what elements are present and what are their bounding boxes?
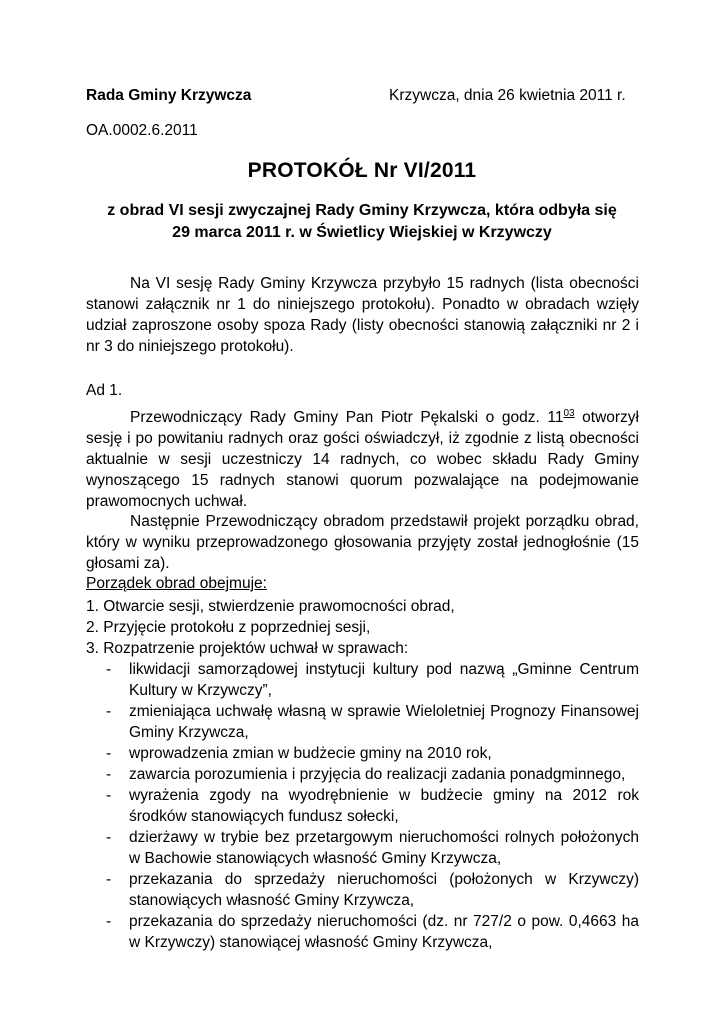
dash-bullet: - [106, 829, 112, 846]
council-name: Rada Gminy Krzywcza [86, 87, 252, 104]
agenda-subitem-text: wyrażenia zgody na wyodrębnienie w budżecie gminy na 2012 rok środków stanowiących fundusz sołecki, [129, 787, 639, 825]
agenda-subitem-text: zmieniająca uchwałę własną w sprawie Wieloletniej Prognozy Finansowej Gminy Krzywcza, [129, 703, 639, 741]
dash-bullet: - [106, 703, 112, 720]
agenda-subitem [86, 764, 639, 785]
agenda-heading: Porządek obrad obejmuje: [86, 575, 267, 592]
agenda-subitem [86, 869, 639, 911]
reference-number: OA.0002.6.2011 [86, 122, 198, 139]
agenda-subitem-text: zawarcia porozumienia i przyjęcia do realizacji zadania ponadgminnego, [129, 766, 626, 783]
time-minutes: 03 [563, 408, 575, 419]
dash-bullet: - [106, 661, 112, 678]
agenda-subitems [86, 659, 639, 953]
agenda-subitem [86, 827, 639, 869]
dash-bullet: - [106, 871, 112, 888]
subtitle-line-2: 29 marca 2011 r. w Świetlicy Wiejskiej w Krzywczy [172, 224, 552, 241]
dash-bullet: - [106, 787, 112, 804]
subtitle-line-1: z obrad VI sesji zwyczajnej Rady Gminy Krzywcza, która odbyła się [107, 202, 617, 219]
dash-bullet: - [106, 745, 112, 762]
agenda-list [86, 596, 639, 953]
ad1-paragraph-2: Następnie Przewodniczący obradom przedstawił projekt porządku obrad, który w wyniku przeprowadzonego głosowania przyjęty został jednogłośnie (15 głosami za). [86, 513, 639, 572]
document-title: PROTOKÓŁ Nr VI/2011 [247, 159, 477, 182]
agenda-subitem [86, 659, 639, 701]
ad1-paragraph-1-rest: otworzył sesję i po powitaniu radnych oraz gości oświadczył, iż zgodnie z listą obecności aktualnie w sesji uczestniczy 14 radnych, co wobec składu Rady Gminy wynoszącego 15 radnych stanowi quorum pozwalające na podejmowanie prawomocnych uchwał. [86, 409, 639, 510]
ad1-paragraph-1-start: Przewodniczący Rady Gminy Pan Piotr Pękalski o godz. 11 [130, 409, 564, 426]
agenda-subitem-text: wprowadzenia zmian w budżecie gminy na 2010 rok, [129, 745, 492, 762]
agenda-subitem-text: dzierżawy w trybie bez przetargowym nieruchomości rolnych położonych w Bachowie stanowiących własność Gminy Krzywcza, [129, 829, 639, 867]
agenda-subitem-text: likwidacji samorządowej instytucji kultury pod nazwą „Gminne Centrum Kultury w Krzywczy”, [129, 661, 639, 699]
ad1-heading: Ad 1. [86, 382, 123, 399]
dash-bullet: - [106, 913, 112, 930]
place-date: Krzywcza, dnia 26 kwietnia 2011 r. [389, 87, 626, 104]
ad1-paragraph-1 [86, 403, 639, 512]
agenda-subitem [86, 701, 639, 743]
agenda-subitem [86, 911, 639, 953]
intro-paragraph: Na VI sesję Rady Gminy Krzywcza przybyło 15 radnych (lista obecności stanowi załącznik nr 1 do niniejszego protokołu). Ponadto w obradach wzięły udział zaproszone osoby spoza Rady (listy obecności stanowią załączniki nr 2 i nr 3 do niniejszego protokołu). [86, 275, 639, 355]
agenda-subitem-text: przekazania do sprzedaży nieruchomości (położonych w Krzywczy) stanowiących własność Gminy Krzywcza, [129, 871, 639, 909]
agenda-item-2: 2. Przyjęcie protokołu z poprzedniej sesji, [86, 619, 371, 636]
agenda-item-1: 1. Otwarcie sesji, stwierdzenie prawomocności obrad, [86, 598, 455, 615]
agenda-subitem [86, 785, 639, 827]
agenda-subitem-text: przekazania do sprzedaży nieruchomości (dz. nr 727/2 o pow. 0,4663 ha w Krzywczy) stanowiącej własność Gminy Krzywcza, [129, 913, 639, 951]
agenda-item-3: 3. Rozpatrzenie projektów uchwał w sprawach: [86, 640, 409, 657]
agenda-subitem [86, 743, 639, 764]
document-subtitle [60, 200, 664, 244]
dash-bullet: - [106, 766, 112, 783]
